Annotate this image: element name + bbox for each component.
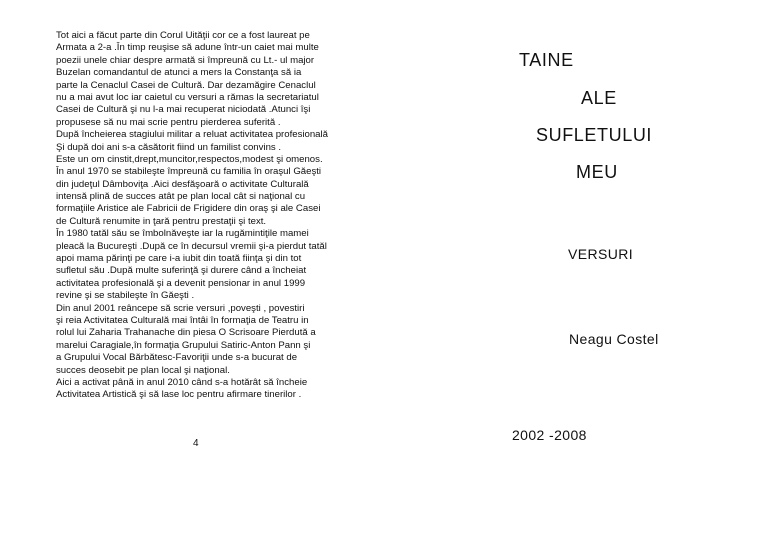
title-line-ale: ALE bbox=[581, 88, 617, 108]
body-text-line: şi reia Activitatea Culturală mai întâi în formaţia de Teatru in bbox=[56, 314, 309, 326]
body-text-line: a Grupului Vocal Bărbătesc-Favoriţii unde s-a bucurat de bbox=[56, 352, 298, 364]
body-text-line: rolul lui Zaharia Trahanache din piesa O Scrisoare Pierdută a bbox=[56, 327, 316, 339]
body-text-line: Tot aici a făcut parte din Corul Uităţii cor ce a fost laureat pe bbox=[56, 30, 310, 41]
body-text-line: marelui Caragiale,în formaţia Grupului Satiric-Anton Pann şi bbox=[56, 339, 311, 351]
body-text-line: Este un om cinstit,drept,muncitor,respectos,modest şi omenos. bbox=[56, 153, 323, 165]
title-line-sufletului: SUFLETULUI bbox=[536, 125, 653, 145]
body-text-line: Buzelan comandantul de atunci a mers la Constanţa să ia bbox=[56, 67, 302, 79]
body-text-line: Şi după doi ani s-a căsătorit fiind un familist convins . bbox=[56, 141, 282, 153]
body-text-line: Armata a 2-a .În timp reuşise să adune într-un caiet mai multe bbox=[56, 42, 319, 54]
body-text-line: revine şi se stabileşte în Găeşti . bbox=[56, 290, 195, 302]
body-text-line: activitatea profesională şi a devenit pensionar in anul 1999 bbox=[56, 277, 306, 289]
body-text-line: succes deosebit pe plan local şi naţional. bbox=[56, 364, 230, 376]
body-text-line: poezii unele chiar despre armată si împreună cu Lt.- ul major bbox=[56, 54, 315, 66]
left-page bbox=[56, 30, 374, 402]
body-text-line: Activitatea Artistică şi să lase loc pentru afirmare tinerilor . bbox=[56, 389, 302, 401]
subtitle: VERSURI bbox=[568, 246, 634, 262]
years: 2002 -2008 bbox=[512, 427, 587, 443]
body-text-line: Aici a activat până in anul 2010 când s-a hotărât să încheie bbox=[56, 376, 308, 388]
title-line-taine: TAINE bbox=[519, 50, 574, 70]
body-text-line: În anul 1970 se stabileşte împreună cu familia în oraşul Găeşti bbox=[56, 166, 322, 178]
title-line-meu: MEU bbox=[576, 162, 618, 182]
body-text-line: Casei de Cultură şi nu l-a mai recuperat niciodată .Atunci îşi bbox=[56, 104, 311, 116]
body-text-line: După încheierea stagiului militar a reluat activitatea profesională bbox=[56, 129, 328, 141]
body-text-line: În 1980 tatăl său se îmbolnăveşte iar la rugămintiţile mamei bbox=[56, 228, 309, 240]
body-text-line: de Cultură renumite in ţară pentru prestaţii şi text. bbox=[56, 215, 267, 227]
body-text-line: sufletul său .După multe suferinţă şi durere când a încheiat bbox=[56, 265, 307, 277]
body-text-line: formaţiile Aristice ale Fabricii de Frigidere din oraş şi ale Casei bbox=[56, 203, 321, 215]
body-text-line: pleacă la Bucureşti .După ce în decursul vremii şi-a pierdut tatăl bbox=[56, 240, 327, 252]
body-text-line: apoi mama părinţi pe care i-a iubit din toată fiinţa şi din tot bbox=[56, 253, 302, 265]
body-text-line: din judeţul Dâmboviţa .Aici desfăşoară o activitate Culturală bbox=[56, 178, 309, 190]
body-text-line: Din anul 2001 reâncepe să scrie versuri ,poveşti , povestiri bbox=[56, 302, 305, 314]
body-text-line: nu a mai avut loc iar caietul cu versuri a rămas la secretariatul bbox=[56, 91, 319, 103]
body-text-line: parte la Cenaclul Casei de Cultură. Dar dezamăgire Cenaclul bbox=[56, 79, 316, 91]
page-number: 4 bbox=[193, 438, 199, 449]
body-text-line: propusese să nu mai scrie pentru pierderea suferită . bbox=[56, 116, 281, 128]
author-name: Neagu Costel bbox=[569, 331, 659, 347]
body-text-line: intensă plină de succes atât pe plan local cât si naţional cu bbox=[56, 191, 306, 203]
